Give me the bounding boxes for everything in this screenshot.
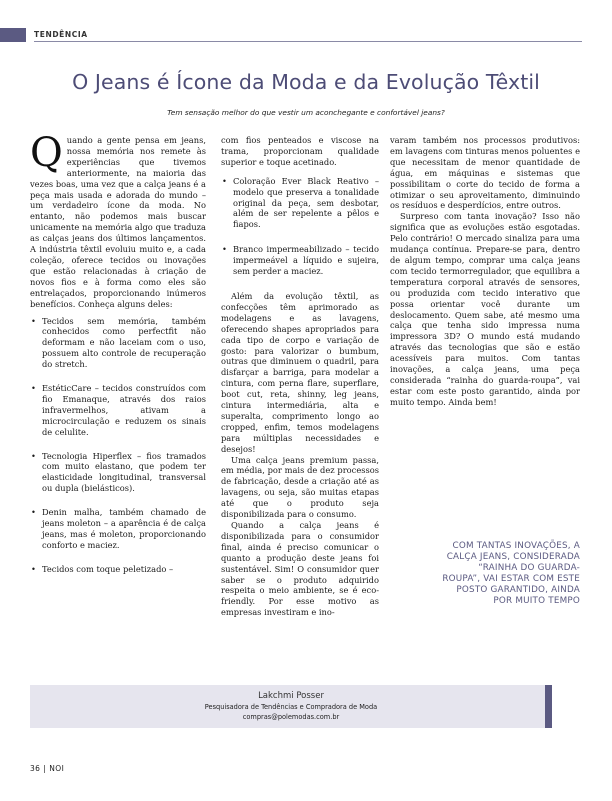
text-column-1 (30, 130, 206, 588)
continued-text: com fios penteados e viscose na trama, proporcionam qualidade superior e toque acetinado. (221, 135, 379, 167)
list-item: • Coloração Ever Black Reativo – modelo que preserva a tonalidade original da peça, sem desbotar, além de ser repelente a pêlos e fiapos. (221, 176, 379, 231)
article-headline: O Jeans é Ícone da Moda e da Evolução Têxtil (72, 70, 540, 94)
author-role: Pesquisadora de Tendências e Compradora de Moda (204, 703, 378, 711)
section-color-bar (0, 28, 26, 42)
intro-text: uando a gente pensa em jeans, nossa memória nos remete às experiências que tivemos anteriormente, na maioria das vezes boas, uma vez que a calça jeans é a peça mais usada e adorada do mundo – um verdadeiro ícone da moda. No entanto, não podemos mais buscar unicamente na memória algo que traduza as calças jeans dos últimos lançamentos. A indústria têxtil evoluiu muito e, a cada coleção, oferece tecidos ou inovações que estão relacionadas à criação de novos fios e à forma como eles são entrelaçados, proporcionando inúmeros benefícios. Conheça alguns deles: (30, 135, 206, 309)
list-item: • Branco impermeabilizado – tecido impermeável a líquido e sujeira, sem perder a maciez. (221, 244, 379, 277)
text-column-3 (390, 135, 580, 408)
body-paragraph: Surpreso com tanta inovação? Isso não significa que as evoluções estão esgotadas. Pelo contrário! O mercado sinaliza para uma mudança contínua. Prepare-se para, dentro de algum tempo, comprar uma calça jeans com tecido termorregulador, que equilibra a temperatura corporal através de sensores, ou produzida com tecido interativo que possa orientar você durante um deslocamento. Quem sabe, até mesmo uma calça que tenha sido impressa numa impressora 3D? O mundo está mudando através das tecnologias que são e estão acessíveis para muitos. Com tantas inovações, a calça jeans, uma peça considerada “rainha do guarda-roupa”, vai estar com este posto garantido, ainda por muito tempo. Ainda bem! (390, 211, 580, 407)
body-paragraph: Uma calça jeans premium passa, em média, por mais de dez processos de fabricação, desde a criação até as lavagens, ou seja, são muitas etapas até que o produto seja disponibilizada para o consumo. (221, 454, 379, 520)
page-footer (30, 764, 64, 773)
list-item: • Tecidos sem memória, também conhecidos como perfectfit não deformam e não laceiam com o uso, possuem alto controle de recuperação do stretch. (30, 316, 206, 371)
drop-cap: Q (30, 130, 63, 176)
author-box (30, 685, 552, 728)
section-divider (34, 41, 582, 42)
body-paragraph: Além da evolução têxtil, as confecções têm aprimorado as modelagens e as lavagens, oferecendo shapes apropriados para cada tipo de corpo e variação de gosto: para valorizar o bumbum, outras que diminuem o quadril, para disfarçar a barriga, para modelar a cintura, com perna flare, superflare, boot cut, reta, shinny, leg jeans, cintura intermediária, alta e superalta, comprimento longo ao cropped, enfim, temos modelagens para múltiplas necessidades e desejos! (221, 290, 379, 454)
list-item: • Denin malha, também chamado de jeans moleton – a aparência é de calça jeans, mas é moleton, proporcionando conforto e maciez. (30, 507, 206, 551)
innovation-list (30, 316, 206, 575)
list-item: • Tecidos com toque peletizado – (30, 564, 206, 575)
author-name: Lakchmi Posser (258, 691, 324, 701)
author-email: compras@polemodas.com.br (242, 713, 340, 721)
footer-separator: | (43, 764, 47, 773)
page-number: 36 (30, 764, 41, 773)
list-item: • EstéticCare – tecidos construídos com fio Emanaque, através dos raios infravermelhos, ativam a microcirculação e reduzem os sinais de celulite. (30, 383, 206, 438)
pull-quote: COM TANTAS INOVAÇÕES, A CALÇA JEANS, CONSIDERADA “RAINHA DO GUARDA-ROUPA”, VAI ESTAR COM ESTE POSTO GARANTIDO, AINDA POR MUITO TEMPO (442, 541, 580, 607)
innovation-list-continued (221, 176, 379, 277)
continued-text: varam também nos processos produtivos: em lavagens com tinturas menos poluentes e que necessitam de menor quantidade de água, em máquinas e sistemas que possibilitam o corte do tecido de forma a otimizar o seu aproveitamento, diminuindo os resíduos e desperdícios, entre outros. (390, 135, 580, 211)
body-paragraph: Quando a calça jeans é disponibilizada para o consumidor final, ainda é preciso comunicar o quanto a produção deste jeans foi sustentável. Sim! O consumidor quer saber se o produto adquirido respeita o meio ambiente, se é eco-friendly. Por esse motivo as empresas investiram e ino- (221, 520, 379, 618)
list-item: • Tecnologia Hiperflex – fios tramados com muito elastano, que podem ter elasticidade longitudinal, transversal ou dupla (bielásticos). (30, 451, 206, 495)
author-box-accent-bar (545, 685, 552, 728)
text-column-2 (221, 135, 379, 618)
article-subhead: Tem sensação melhor do que vestir um aconchegante e confortável jeans? (167, 108, 445, 117)
section-label: TENDÊNCIA (34, 30, 88, 39)
intro-paragraph (30, 130, 206, 310)
magazine-name: NOI (49, 764, 65, 773)
